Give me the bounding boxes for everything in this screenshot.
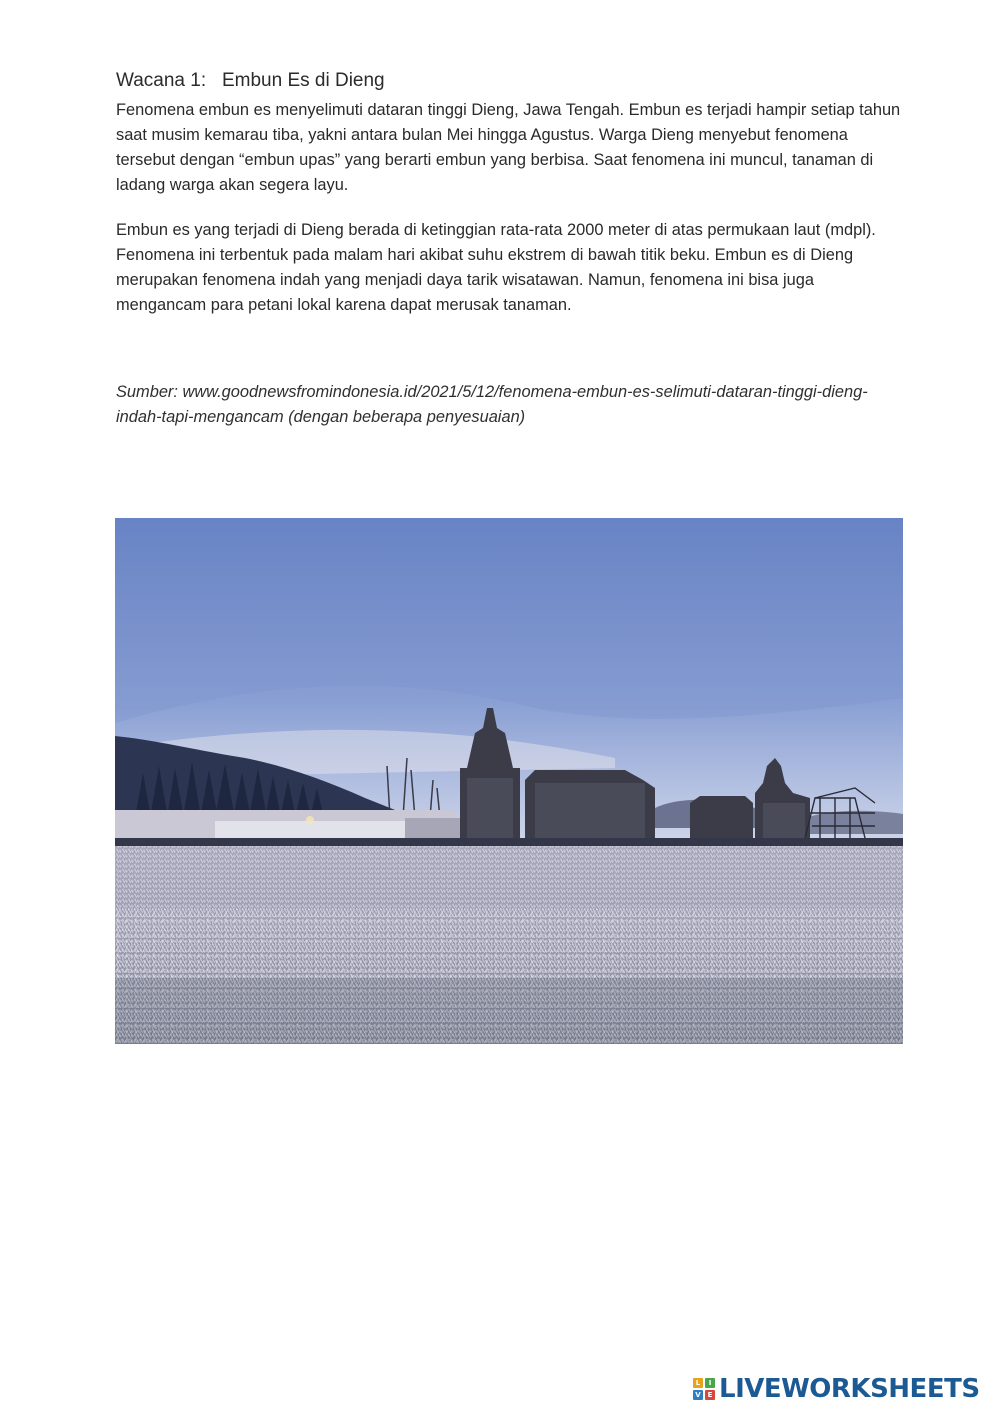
logo-letter-i: I bbox=[705, 1378, 715, 1388]
liveworksheets-brand bbox=[693, 1374, 980, 1404]
frosted-field-temple-photo bbox=[115, 518, 903, 1044]
source-citation: Sumber: www.goodnewsfromindonesia.id/2021/5/12/fenomena-embun-es-selimuti-dataran-tinggi-dieng-indah-tapi-mengancam (dengan beberapa penyesuaian) bbox=[116, 383, 868, 426]
liveworksheets-logo-icon bbox=[693, 1378, 715, 1400]
paragraph-2: Embun es yang terjadi di Dieng berada di ketinggian rata-rata 2000 meter di atas permukaan laut (mdpl). Fenomena ini terbentuk pada malam hari akibat suhu ekstrem di bawah titik beku. Embun es di Dieng merupakan fenomena indah yang menjadi daya tarik wisatawan. Namun, fenomena ini bisa juga mengancam para petani lokal karena dapat merusak tanaman. bbox=[116, 221, 876, 314]
passage-label: Wacana 1: bbox=[116, 70, 207, 91]
brand-name: LIVEWORKSHEETS bbox=[719, 1374, 980, 1404]
paragraph-1: Fenomena embun es menyelimuti dataran tinggi Dieng, Jawa Tengah. Embun es terjadi hampir setiap tahun saat musim kemarau tiba, yakni antara bulan Mei hingga Agustus. Warga Dieng menyebut fenomena tersebut dengan “embun upas” yang berarti embun yang berbisa. Saat fenomena ini muncul, tanaman di ladang warga akan segera layu. bbox=[116, 101, 901, 194]
passage-title: Embun Es di Dieng bbox=[221, 70, 385, 91]
logo-letter-l: L bbox=[693, 1378, 703, 1388]
logo-letter-e: E bbox=[705, 1390, 715, 1400]
logo-letter-v: V bbox=[693, 1390, 703, 1400]
page-title bbox=[116, 70, 385, 92]
